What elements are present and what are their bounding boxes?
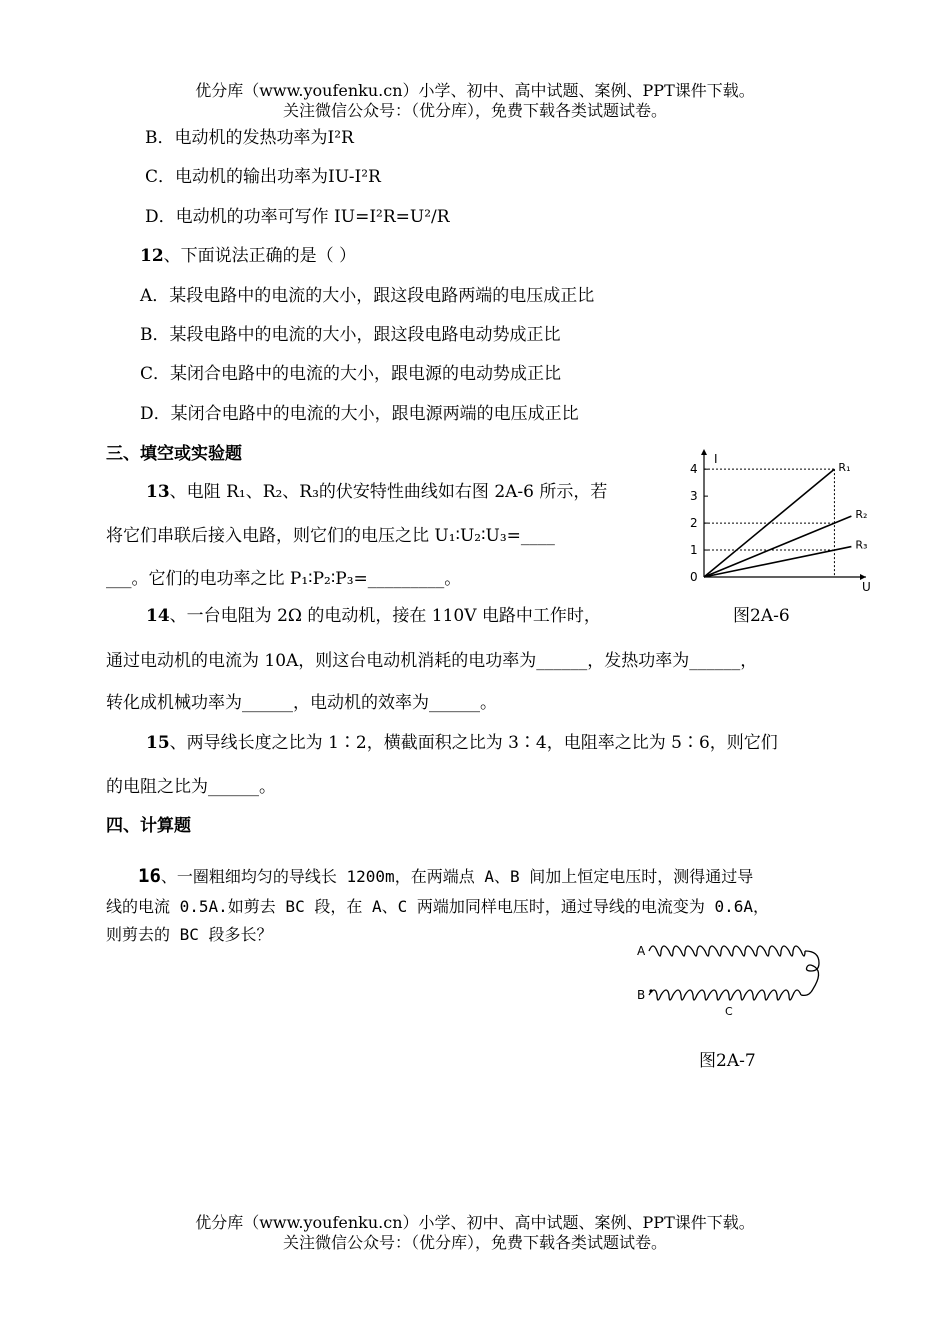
series-line-r3 — [704, 547, 851, 577]
q12-stem-text: 、下面说法正确的是（ ） — [163, 246, 357, 266]
q11-option-d: D．电动机的功率可写作 IU=I²R=U²/R — [145, 207, 450, 227]
series-label-r2: R₂ — [855, 508, 868, 522]
q12-option-b: B．某段电路中的电流的大小，跟这段电路电动势成正比 — [140, 325, 561, 345]
y-axis-arrow — [701, 449, 707, 455]
series-line-r2 — [704, 516, 851, 577]
q12-option-a: A．某段电路中的电流的大小，跟这段电路两端的电压成正比 — [140, 286, 595, 306]
figure-2a7-diagram — [633, 933, 833, 1023]
coil-bottom-wire — [649, 990, 801, 1000]
q13-line-3: ___。它们的电功率之比 P₁∶P₂∶P₃=_________。 — [106, 569, 462, 589]
q15-line-1 — [146, 728, 778, 753]
header-line-1: 优分库（www.youfenku.cn）小学、初中、高中试题、案例、PPT课件下载。 — [195, 81, 755, 100]
q16-number: 16 — [138, 865, 161, 887]
q14-line-1 — [146, 601, 601, 626]
q15-text-1: 、两导线长度之比为 1∶2，横截面积之比为 3∶4，电阻率之比为 5∶6，则它们 — [169, 733, 778, 753]
q16-text-1: 、一圈粗细均匀的导线长 1200m，在两端点 A、B 间加上恒定电压时，测得通过导 — [160, 867, 754, 886]
q16-line-3: 则剪去的 BC 段多长？ — [106, 925, 273, 944]
origin-label: 0 — [690, 570, 698, 584]
y-tick-label: 2 — [690, 516, 698, 531]
q11-option-c: C．电动机的输出功率为IU-I²R — [145, 167, 381, 187]
coil-label-c: C — [725, 1005, 733, 1018]
series-line-r1 — [704, 469, 834, 577]
q13-number: 13 — [146, 482, 170, 502]
q16-line-1 — [138, 864, 753, 887]
footer-line-1: 优分库（www.youfenku.cn）小学、初中、高中试题、案例、PPT课件下载。 — [195, 1213, 755, 1232]
y-axis-label: I — [714, 452, 718, 466]
q14-text-1: 、一台电阻为 2Ω 的电动机，接在 110V 电路中工作时， — [169, 606, 601, 626]
q14-number: 14 — [146, 606, 170, 626]
q12-number: 12 — [140, 246, 164, 266]
section-4-title: 四、计算题 — [106, 816, 191, 836]
q12-stem — [140, 241, 356, 266]
q12-option-c: C．某闭合电路中的电流的大小，跟电源的电动势成正比 — [140, 364, 562, 384]
coil-end-b — [649, 989, 652, 992]
coil-label-a: A — [637, 944, 646, 958]
q14-line-2: 通过电动机的电流为 10A，则这台电动机消耗的电功率为______，发热功率为______， — [106, 651, 758, 671]
y-tick-label: 1 — [690, 543, 698, 558]
section-3-title: 三、填空或实验题 — [106, 444, 242, 464]
q13-text-1: 、电阻 R₁、R₂、R₃的伏安特性曲线如右图 2A-6 所示，若 — [169, 482, 608, 502]
y-tick-label: 3 — [690, 489, 698, 504]
q12-option-d: D．某闭合电路中的电流的大小，跟电源两端的电压成正比 — [140, 404, 579, 424]
figure-2a7-caption: 图2A-7 — [699, 1051, 756, 1071]
figure-2a6-caption: 图2A-6 — [733, 606, 790, 626]
q15-number: 15 — [146, 733, 170, 753]
q15-line-2: 的电阻之比为______。 — [106, 777, 276, 797]
q13-line-2: 将它们串联后接入电路，则它们的电压之比 U₁∶U₂∶U₃=____ — [106, 526, 555, 546]
q13-line-1 — [146, 477, 607, 502]
series-label-r3: R₃ — [855, 538, 868, 552]
footer-line-2: 关注微信公众号：（优分库），免费下载各类试题试卷。 — [282, 1233, 667, 1252]
q16-line-2: 线的电流 0.5A.如剪去 BC 段，在 A、C 两端加同样电压时，通过导线的电流变为 0.6A， — [106, 897, 770, 916]
coil-top-wire — [649, 946, 805, 956]
coil-label-b: B — [637, 988, 646, 1002]
y-tick-label: 4 — [690, 462, 698, 477]
q11-option-b: B．电动机的发热功率为I²R — [145, 128, 354, 148]
x-axis-label: U — [862, 580, 871, 594]
figure-2a6-chart — [680, 445, 880, 595]
header-line-2: 关注微信公众号：（优分库），免费下载各类试题试卷。 — [282, 101, 667, 120]
coil-right-end — [801, 951, 819, 995]
q14-line-3: 转化成机械功率为______，电动机的效率为______。 — [106, 693, 497, 713]
series-label-r1: R₁ — [838, 461, 851, 475]
